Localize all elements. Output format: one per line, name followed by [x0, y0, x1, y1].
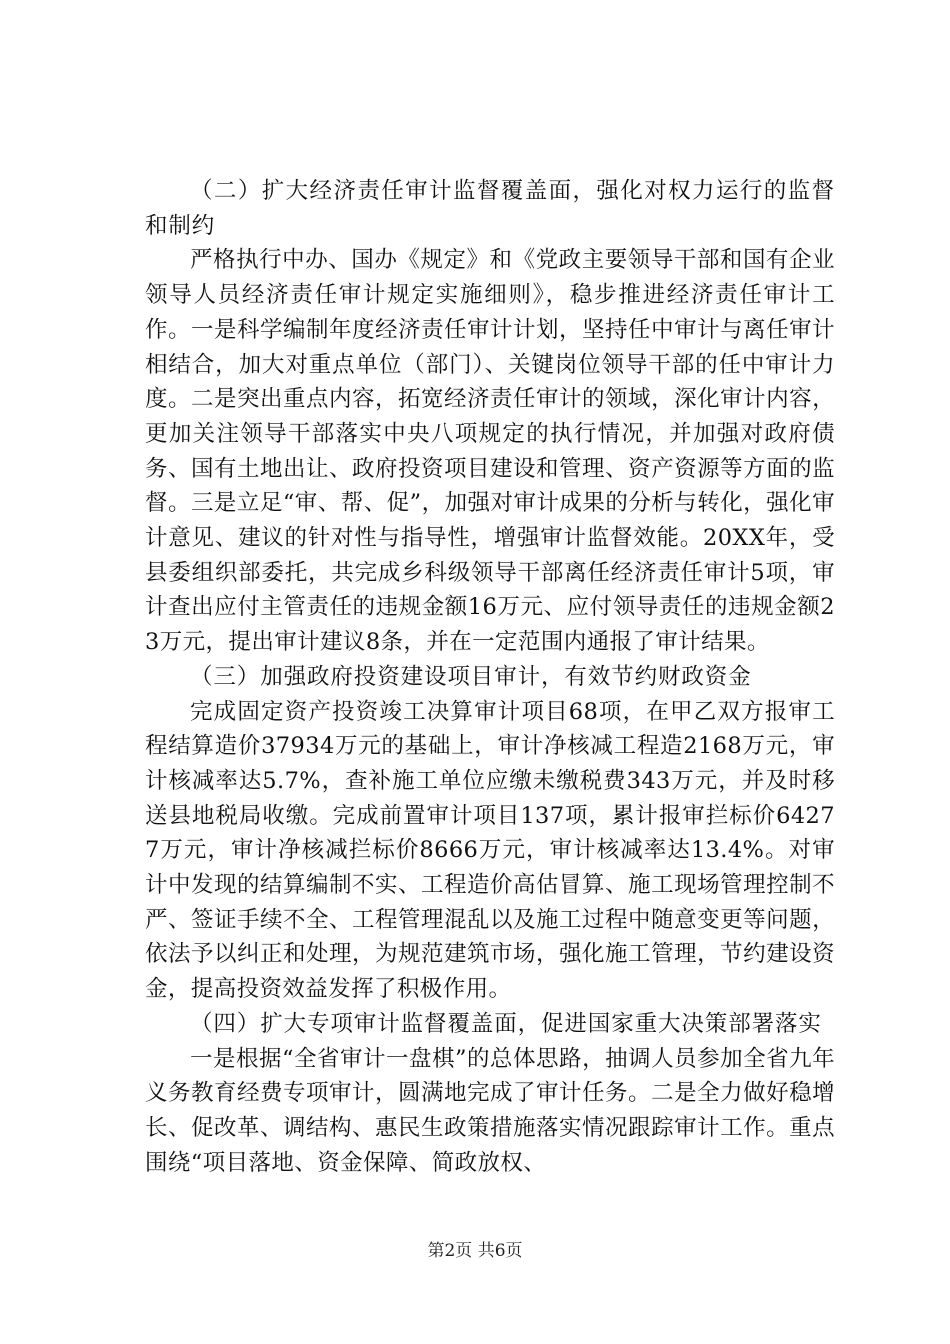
body-paragraph-investment-audit: 完成固定资产投资竣工决算审计项目68项，在甲乙双方报审工程结算造价37934万元的基础上，审计净核减工程造2168万元，审计核减率达5.7%，查补施工单位应缴未缴税费343万元，并及时移送县地税局收缴。完成前置审计项目137项，累计报审拦标价64277万元，审计净核减拦标价8666万元，审计核减率达13.4%。对审计中发现的结算编制不实、工程造价高估冒算、施工现场管理控制不严、签证手续不全、工程管理混乱以及施工过程中随意变更等问题，依法予以纠正和处理，为规范建筑市场，强化施工管理，节约建设资金，提高投资效益发挥了积极作用。 — [145, 698, 835, 1003]
section-heading-4: （四）扩大专项审计监督覆盖面，促进国家重大决策部署落实 — [190, 1010, 822, 1037]
page-footer: 第2页 共6页 — [427, 1241, 523, 1261]
section-heading-3: （三）加强政府投资建设项目审计，有效节约财政资金 — [190, 663, 752, 690]
section-heading-2: （二）扩大经济责任审计监督覆盖面，强化对权力运行的监督和制约 — [145, 178, 835, 239]
body-paragraph-economic-audit: 严格执行中办、国办《规定》和《党政主要领导干部和国有企业领导人员经济责任审计规定实施细则》，稳步推进经济责任审计工作。一是科学编制年度经济责任审计计划，坚持任中审计与离任审计相结合，加大对重点单位（部门）、关键岗位领导干部的任中审计力度。二是突出重点内容，拓宽经济责任审计的领域，深化审计内容，更加关注领导干部落实中央八项规定的执行情况，并加强对政府债务、国有土地出让、政府投资项目建设和管理、资产资源等方面的监督。三是立足“审、帮、促”，加强对审计成果的分析与转化，强化审计意见、建议的针对性与指导性，增强审计监督效能。20XX年，受县委组织部委托，共完成乡科级领导干部离任经济责任审计5项，审计查出应付主管责任的违规金额16万元、应付领导责任的违规金额23万元，提出审计建议8条，并在一定范围内通报了审计结果。 — [145, 247, 835, 656]
document-body — [145, 174, 835, 1180]
body-paragraph-special-audit: 一是根据“全省审计一盘棋”的总体思路，抽调人员参加全省九年义务教育经费专项审计，圆满地完成了审计任务。二是全力做好稳增长、促改革、调结构、惠民生政策措施落实情况跟踪审计工作。重点围绕“项目落地、资金保障、简政放权、 — [145, 1045, 835, 1176]
